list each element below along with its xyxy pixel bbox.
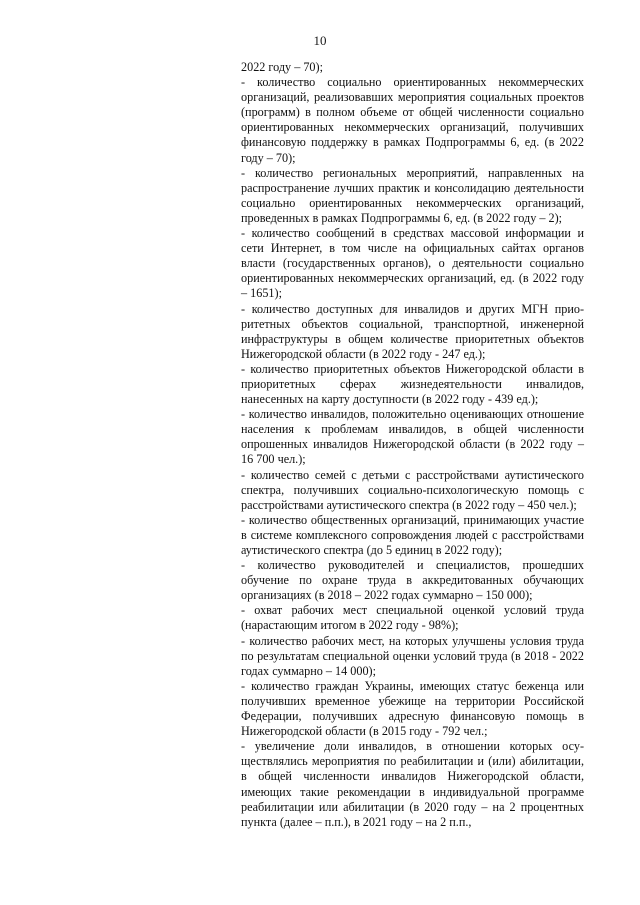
document-body <box>241 60 584 830</box>
list-item: - количество социально ориентированных некоммерческих организаций, реализовавших мероприятия социальных проектов (программ) в полном объеме от общей численности социально ориентированных некоммерческих организаций, получивших финансовую поддержку в рамках Подпрограммы 6, ед. (в 2022 году – 70); <box>241 75 584 165</box>
list-item: - количество приоритетных объектов Нижегородской области в приоритетных сферах жизнедеятельности инвалидов, нанесенных на карту доступности (в 2022 году - 439 ед.); <box>241 361 584 407</box>
list-item: - количество общественных организаций, принимающих участие в системе комплексного сопровождения людей с расстройствами аутистического спектра (до 5 единиц в 2022 году); <box>241 512 584 557</box>
list-item: - количество региональных мероприятий, направленных на распространение лучших практик и консолидацию деятельности социально ориентированных некоммерческих организаций, проведенных в рамках Подпрограммы 6, ед. (в 2022 году – 2); <box>241 165 584 225</box>
list-item: - количество сообщений в средствах массовой информации и сети Интернет, в том числе на официальных сайтах органов власти (государственных органов), о деятельности социально ориентированных некоммерческих организаций, ед. (в 2022 году – 1651); <box>241 226 584 301</box>
list-item: - количество инвалидов, положительно оценивающих отношение населения к проблемам инвалидов, в общей численности опрошенных инвалидов Нижегородской области (в 2022 году – 16 700 чел.); <box>241 407 584 467</box>
list-item: - количество доступных для инвалидов и других МГН приоритетных объектов социальной, транспортной, инженерной инфраструктуры в общем количестве приоритетных объектов Нижегородской области (в 2022 году - 247 ед.); <box>241 301 584 361</box>
paragraph: 2022 году – 70); <box>241 60 323 74</box>
list-item: - охват рабочих мест специальной оценкой условий труда (нарастающим итогом в 2022 году - 98%); <box>241 603 584 633</box>
page-number: 10 <box>313 33 327 48</box>
list-item: - увеличение доли инвалидов, в отношении которых осуществлялись мероприятия по реабилитации и (или) абилитации, в общей численности инвалидов Нижегородской области, имеющих такие рекомендации в индивидуальной программе реабилитации или абилитации (в 2020 году – на 2 процентных пункта (далее – п.п.), в 2021 году – на 2 п.п., <box>241 739 584 829</box>
list-item: - количество рабочих мест, на которых улучшены условия труда по результатам специальной оценки условий труда (в 2018 - 2022 годах суммарно – 14 000); <box>241 633 584 678</box>
list-item: - количество семей с детьми с расстройствами аутистического спектра, получивших социально-психологическую помощь с расстройствами аутистического спектра (в 2022 году – 450 чел.); <box>241 467 584 512</box>
list-item: - количество граждан Украины, имеющих статус беженца или получивших временное убежище на территории Российской Федерации, получивших адресную финансовую помощь в Нижегородской области (в 2015 году - 792 чел.; <box>241 678 584 739</box>
list-item: - количество руководителей и специалистов, прошедших обучение по охране труда в аккредитованных обучающих организациях (в 2018 – 2022 годах суммарно – 150 000); <box>241 558 584 603</box>
